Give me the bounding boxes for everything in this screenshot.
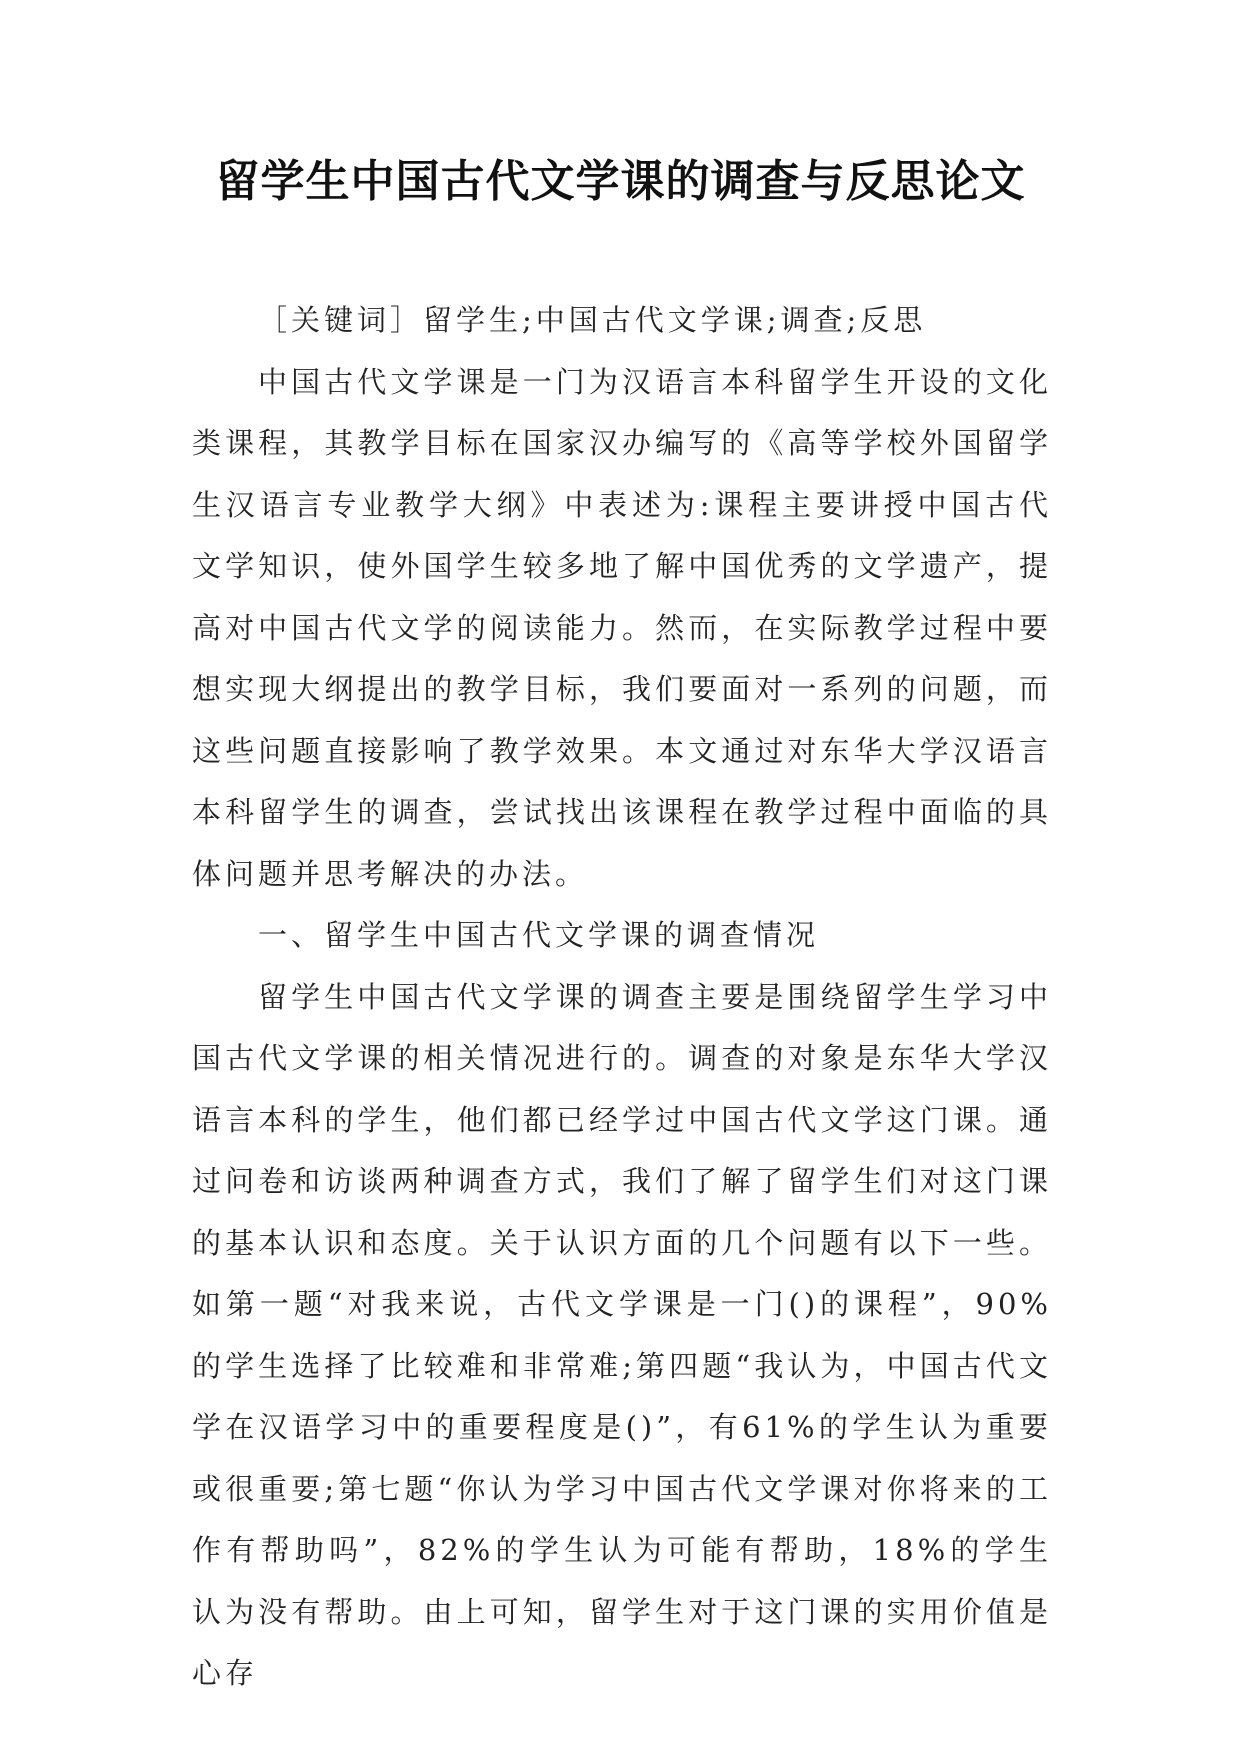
section-heading: 一、留学生中国古代文学课的调查情况 [258,918,820,952]
body-paragraph: 留学生中国古代文学课的调查主要是围绕留学生学习中国古代文学课的相关情况进行的。调查的对象是东华大学汉语言本科的学生，他们都已经学过中国古代文学这门课。通过问卷和访谈两种调查方式，我们了解了留学生们对这门课的基本认识和态度。关于认识方面的几个问题有以下一些。如第一题“对我来说，古代文学课是一门()的课程”，90%的学生选择了比较难和非常难;第四题“我认为，中国古代文学在汉语学习中的重要程度是()”，有61%的学生认为重要或很重要;第七题“你认为学习中国古代文学课对你将来的工作有帮助吗”，82%的学生认为可能有帮助，18%的学生认为没有帮助。由上可知，留学生对于这门课的实用价值是心存 [192,979,1052,1690]
keywords-line: ［关键词］留学生;中国古代文学课;调查;反思 [258,303,927,337]
document-title: 留学生中国古代文学课的调查与反思论文 [215,156,1026,207]
body-paragraph: 中国古代文学课是一门为汉语言本科留学生开设的文化类课程，其教学目标在国家汉办编写的《高等学校外国留学生汉语言专业教学大纲》中表述为:课程主要讲授中国古代文学知识，使外国学生较多地了解中国优秀的文学遗产，提高对中国古代文学的阅读能力。然而，在实际教学过程中要想实现大纲提出的教学目标，我们要面对一系列的问题，而这些问题直接影响了教学效果。本文通过对东华大学汉语言本科留学生的调查，尝试找出该课程在教学过程中面临的具体问题并思考解决的办法。 [192,364,1052,891]
document-body [192,290,1052,1705]
